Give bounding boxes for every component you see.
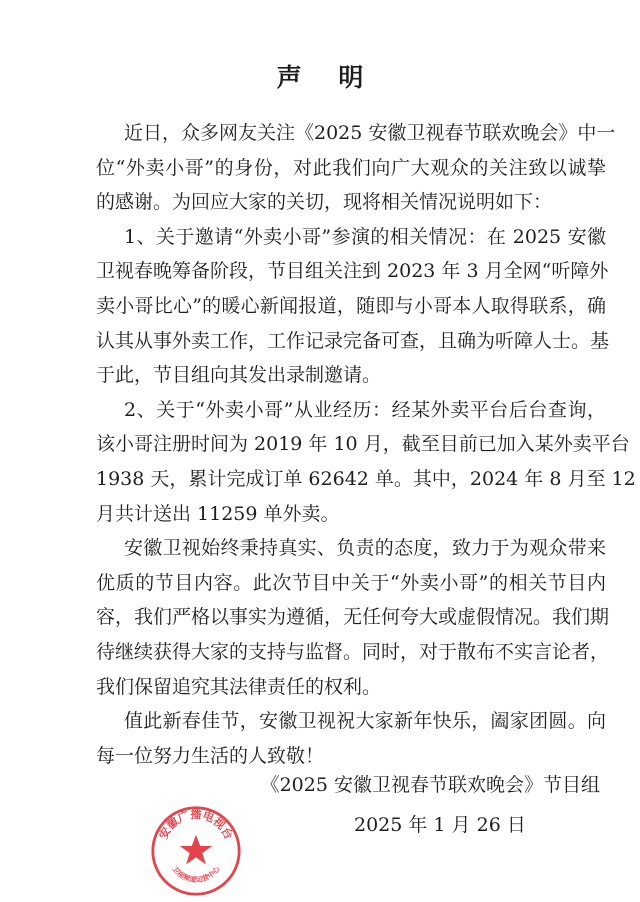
text-line: 卖小哥比心”的暖心新闻报道，随即与小哥本人取得联系，确: [96, 295, 606, 317]
document-title: 声 明: [276, 63, 378, 92]
text-line: 近日，众多网友关注《2025 安徽卫视春节联欢晚会》中一: [124, 122, 616, 144]
text-line: 值此新春佳节，安徽卫视祝大家新年快乐，阖家团圆。向: [124, 710, 606, 733]
date: 2025 年 1 月 26 日: [354, 814, 526, 836]
seal-star-icon: [180, 835, 213, 865]
text-line: 卫视春晚筹备阶段，节目组关注到 2023 年 3 月全网“听障外: [96, 260, 609, 283]
text-line: 月共计送出 11259 单外卖。: [96, 502, 340, 525]
text-line: 待继续获得大家的支持与监督。同时，对于散布不实言论者，: [96, 641, 610, 663]
official-seal-stamp: [150, 805, 242, 897]
text-line: 1、关于邀请“外卖小哥”参演的相关情况：在 2025 安徽: [124, 225, 606, 248]
text-line: 1938 天，累计完成订单 62642 单。其中，2024 年 8 月至 12: [96, 468, 636, 490]
text-line: 认其从事外卖工作，工作记录完备可查，且确为听障人士。基: [96, 329, 610, 352]
text-line: 位“外卖小哥”的身份，对此我们向广大观众的关注致以诚挚: [96, 156, 606, 179]
text-line: 我们保留追究其法律责任的权利。: [96, 675, 382, 698]
signature: 《2025 安徽卫视春节联欢晚会》节目组: [260, 774, 600, 796]
text-line: 安徽卫视始终秉持真实、负责的态度，致力于为观众带来: [124, 537, 606, 560]
text-line: 容，我们严格以事实为遵循，无任何夸大或虚假情况。我们期: [96, 606, 610, 629]
text-line: 2、关于“外卖小哥”从业经历：经某外卖平台后台查询，: [124, 398, 606, 421]
text-line: 该小哥注册时间为 2019 年 10 月，截至目前已加入某外卖平台: [96, 433, 630, 456]
text-line: 优质的节目内容。此次节目中关于“外卖小哥”的相关节目内: [96, 571, 606, 594]
text-line: 的感谢。为回应大家的关切，现将相关情况说明如下：: [96, 191, 553, 214]
text-line: 每一位努力生活的人致敬！: [96, 744, 325, 767]
seal-bottom-text: 卫视频道运营中心: [170, 864, 222, 885]
seal-top-text: 安徽广播电视台: [155, 807, 237, 842]
text-line: 于此，节目组向其发出录制邀请。: [96, 364, 382, 387]
